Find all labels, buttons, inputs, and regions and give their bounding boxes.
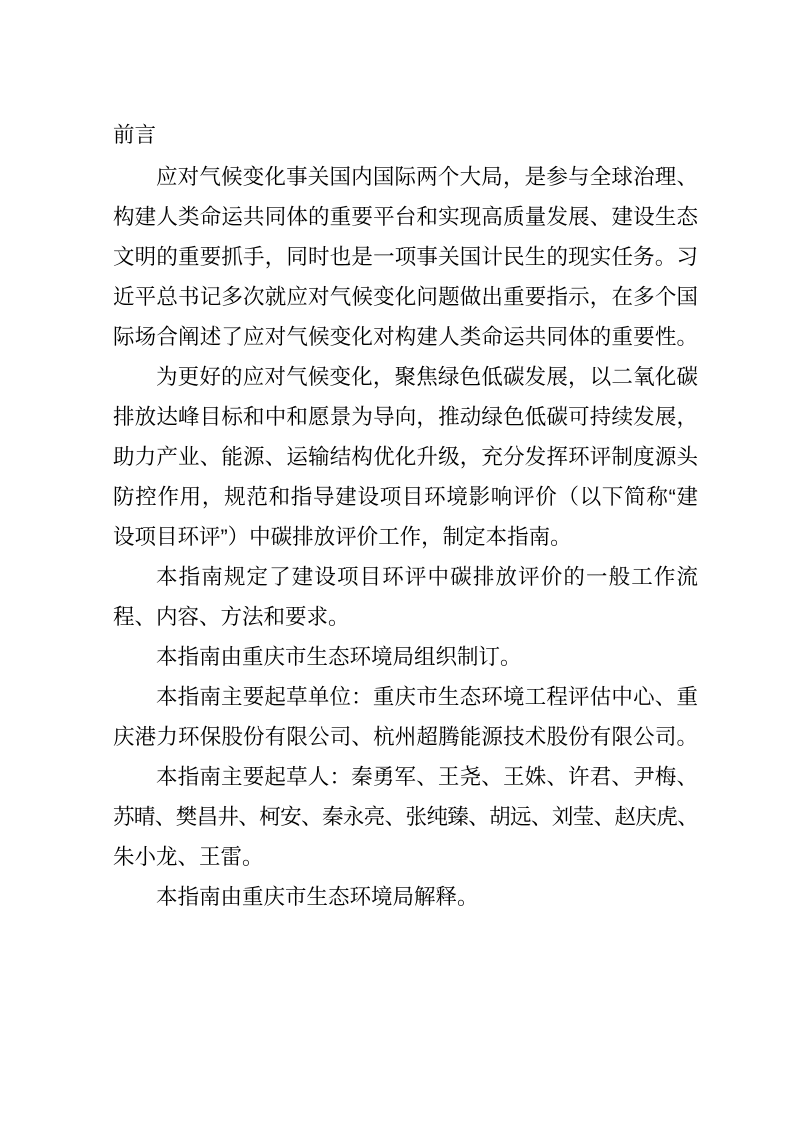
text-line: 近平总书记多次就应对气候变化问题做出重要指示，在多个国 <box>113 285 698 309</box>
paragraph <box>113 637 698 677</box>
section-title: 前言 <box>113 123 157 147</box>
text-line: 本指南由重庆市生态环境局组织制订。 <box>156 645 522 669</box>
text-line: 文明的重要抓手，同时也是一项事关国计民生的现实任务。习 <box>113 245 698 269</box>
text-line: 庆港力环保股份有限公司、杭州超腾能源技术股份有限公司。 <box>113 725 698 749</box>
text-line: 际场合阐述了应对气候变化对构建人类命运共同体的重要性。 <box>113 325 698 349</box>
text-line: 应对气候变化事关国内国际两个大局，是参与全球治理、 <box>156 165 698 189</box>
text-line: 本指南主要起草人：秦勇军、王尧、王姝、许君、尹梅、 <box>156 765 698 789</box>
paragraph <box>113 157 698 357</box>
text-line: 本指南由重庆市生态环境局解释。 <box>156 885 479 909</box>
text-line: 排放达峰目标和中和愿景为导向，推动绿色低碳可持续发展， <box>113 405 698 429</box>
paragraph <box>113 357 698 557</box>
text-line: 助力产业、能源、运输结构优化升级，充分发挥环评制度源头 <box>113 445 698 469</box>
text-line: 本指南规定了建设项目环评中碳排放评价的一般工作流 <box>156 565 698 589</box>
text-line: 为更好的应对气候变化，聚焦绿色低碳发展，以二氧化碳 <box>156 365 698 389</box>
text-line: 苏晴、樊昌井、柯安、秦永亮、张纯臻、胡远、刘莹、赵庆虎、 <box>113 805 698 829</box>
text-line: 朱小龙、王雷。 <box>113 845 264 869</box>
paragraph <box>113 877 698 917</box>
paragraph <box>113 677 698 757</box>
paragraph <box>113 757 698 877</box>
paragraph <box>113 557 698 637</box>
text-line: 构建人类命运共同体的重要平台和实现高质量发展、建设生态 <box>113 205 698 229</box>
text-block <box>113 115 698 917</box>
text-line: 设项目环评”）中碳排放评价工作，制定本指南。 <box>113 525 572 549</box>
text-line: 本指南主要起草单位：重庆市生态环境工程评估中心、重 <box>156 685 698 709</box>
text-line: 防控作用，规范和指导建设项目环境影响评价（以下简称“建 <box>113 485 698 509</box>
text-line: 程、内容、方法和要求。 <box>113 605 350 629</box>
